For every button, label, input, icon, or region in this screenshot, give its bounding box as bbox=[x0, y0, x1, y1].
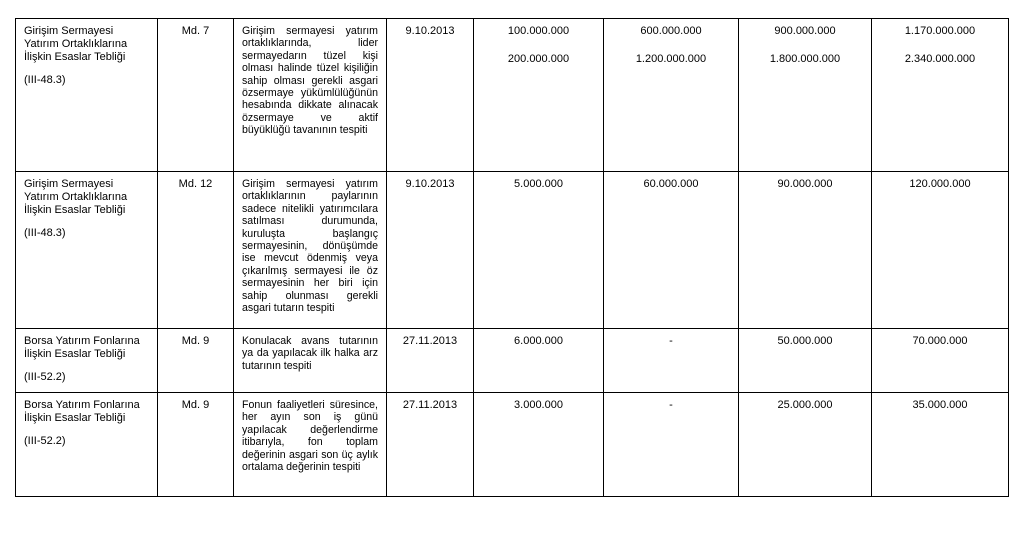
regulation-code: (III-52.2) bbox=[24, 435, 66, 447]
regulation-name: Girişim Sermayesi Yatırım Ortaklıklarına İlişkin Esaslar Tebliği bbox=[24, 25, 128, 63]
amount-cell-1 bbox=[474, 329, 604, 393]
article-cell: Md. 9 bbox=[158, 393, 234, 497]
regulation-name-cell bbox=[16, 329, 158, 393]
amount-value: 35.000.000 bbox=[912, 399, 968, 411]
regulation-name-cell bbox=[16, 393, 158, 497]
amount-cell-4 bbox=[872, 19, 1009, 172]
amount-cell-3 bbox=[739, 393, 872, 497]
description-cell: Girişim sermayesi yatırım ortaklıklarının paylarının sadece nitelikli yatırımcılara satılması durumunda, kuruluşta başlangıç sermayesinin, dönüşümde ise mevcut ödenmiş veya çıkarılmış sermayesi ile öz sermayesinin her biri için sahip olunması gerekli asgari tutarın tespiti bbox=[234, 172, 387, 329]
regulation-name: Borsa Yatırım Fonlarına İlişkin Esaslar Tebliği bbox=[24, 399, 140, 424]
regulation-name: Borsa Yatırım Fonlarına İlişkin Esaslar Tebliği bbox=[24, 335, 140, 360]
table-body bbox=[16, 19, 1009, 497]
amount-cell-1 bbox=[474, 393, 604, 497]
amount-cell-2 bbox=[604, 172, 739, 329]
table-row bbox=[16, 172, 1009, 329]
amount-cell-2 bbox=[604, 329, 739, 393]
description-cell: Girişim sermayesi yatırım ortaklıklarında, lider sermayedarın tüzel kişi olması halinde tüzel kişiliğin sahip olması gerekli asgari özsermaye yükümlülüğünün hesabında dikkate alınacak özsermaye ve aktif büyüklüğü tavanının tespiti bbox=[234, 19, 387, 172]
description-cell: Konulacak avans tutarının ya da yapılacak ilk halka arz tutarının tespiti bbox=[234, 329, 387, 393]
amount-value: 1.200.000.000 bbox=[635, 53, 707, 65]
amount-value: 900.000.000 bbox=[774, 25, 836, 37]
regulation-code: (III-48.3) bbox=[24, 74, 66, 86]
date-cell: 9.10.2013 bbox=[387, 19, 474, 172]
regulation-thresholds-table bbox=[15, 18, 1009, 497]
regulation-name-cell bbox=[16, 19, 158, 172]
amount-cell-4 bbox=[872, 172, 1009, 329]
regulation-name-cell bbox=[16, 172, 158, 329]
amount-cell-3 bbox=[739, 19, 872, 172]
amount-value: - bbox=[669, 335, 673, 347]
amount-value: 90.000.000 bbox=[777, 178, 833, 190]
amount-value: 50.000.000 bbox=[777, 335, 833, 347]
table-row bbox=[16, 329, 1009, 393]
amount-cell-1 bbox=[474, 19, 604, 172]
article-cell: Md. 9 bbox=[158, 329, 234, 393]
table-row bbox=[16, 19, 1009, 172]
date-cell: 27.11.2013 bbox=[387, 329, 474, 393]
amount-cell-2 bbox=[604, 19, 739, 172]
amount-value: 600.000.000 bbox=[640, 25, 702, 37]
amount-value: 5.000.000 bbox=[514, 178, 563, 190]
amount-value: 200.000.000 bbox=[507, 53, 570, 65]
amount-value: 60.000.000 bbox=[643, 178, 699, 190]
amount-value: 120.000.000 bbox=[909, 178, 971, 190]
description-cell: Fonun faaliyetleri süresince, her ayın son iş günü yapılacak değerlendirme itibarıyla, fon toplam değerinin asgari son üç aylık ortalama değerinin tespiti bbox=[234, 393, 387, 497]
amount-value: 1.800.000.000 bbox=[769, 53, 841, 65]
amount-cell-4 bbox=[872, 393, 1009, 497]
amount-value: 2.340.000.000 bbox=[904, 53, 976, 65]
amount-cell-3 bbox=[739, 329, 872, 393]
amount-cell-2 bbox=[604, 393, 739, 497]
amount-value: - bbox=[669, 399, 673, 411]
amount-value: 100.000.000 bbox=[507, 25, 570, 37]
regulation-code: (III-48.3) bbox=[24, 227, 66, 239]
amount-cell-4 bbox=[872, 329, 1009, 393]
article-cell: Md. 7 bbox=[158, 19, 234, 172]
regulation-name: Girişim Sermayesi Yatırım Ortaklıklarına İlişkin Esaslar Tebliği bbox=[24, 178, 128, 216]
amount-value: 3.000.000 bbox=[514, 399, 563, 411]
amount-value: 70.000.000 bbox=[912, 335, 968, 347]
amount-value: 25.000.000 bbox=[777, 399, 833, 411]
article-cell: Md. 12 bbox=[158, 172, 234, 329]
amount-value: 1.170.000.000 bbox=[904, 25, 976, 37]
amount-value: 6.000.000 bbox=[514, 335, 563, 347]
regulation-code: (III-52.2) bbox=[24, 371, 66, 383]
date-cell: 27.11.2013 bbox=[387, 393, 474, 497]
date-cell: 9.10.2013 bbox=[387, 172, 474, 329]
table-row bbox=[16, 393, 1009, 497]
amount-cell-1 bbox=[474, 172, 604, 329]
amount-cell-3 bbox=[739, 172, 872, 329]
